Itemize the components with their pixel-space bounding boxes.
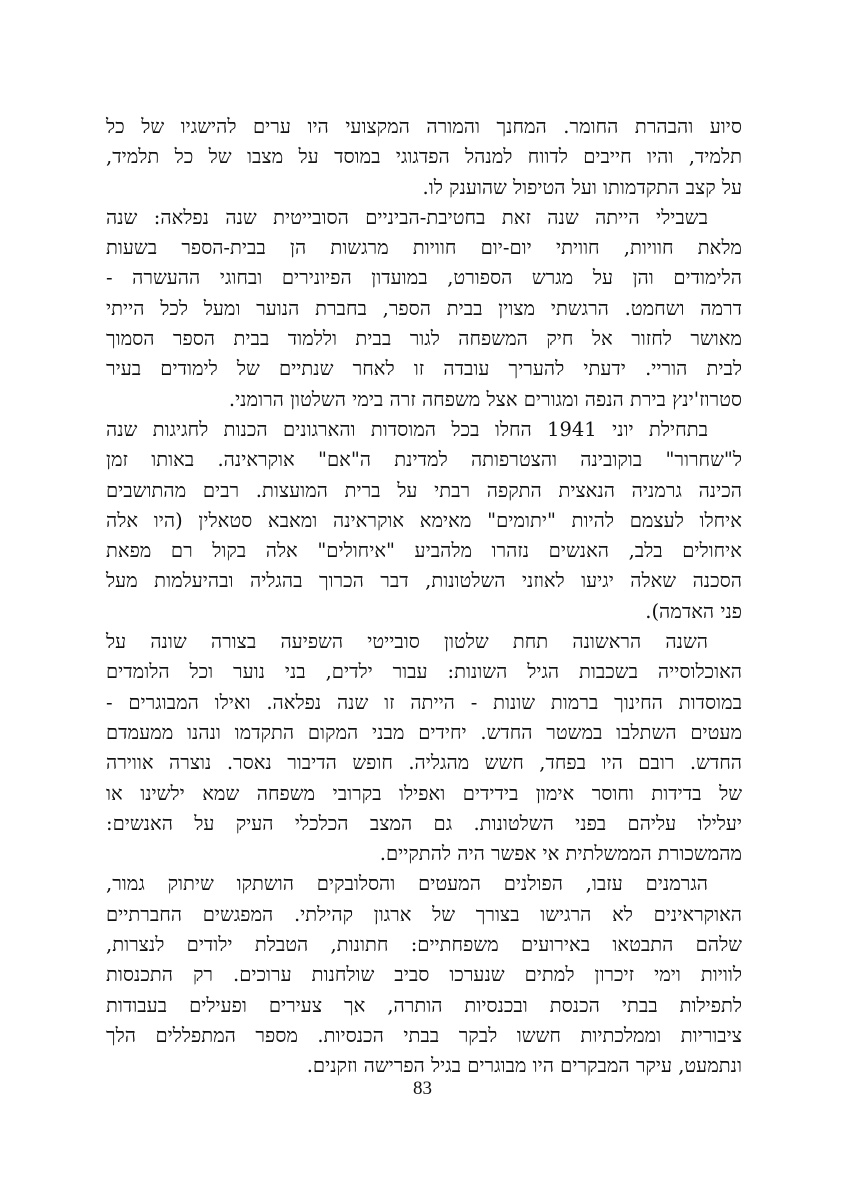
text-line: ציבוריות וממלכתיות חששו לבקר בבתי הכנסיות. מספר המתפללים הלך [106,1023,742,1047]
text-line: לוויות וימי זיכרון למתים שנערכו סביב שולחנות ערוכים. רק התכנסות [106,963,742,987]
text-line: של בדידות וחוסר אימון בידידים ואפילו בקרובי משפחה שמא ילשינו או [106,781,742,805]
text-line: לבית הוריי. ידעתי להעריך עובדה זו לאחר שנתיים של לימודים בעיר [106,357,742,381]
text-line: הלימודים והן על מגרש הספורט, במועדון הפיונירים ובחוגי ההעשרה - [106,266,742,290]
text-line: דרמה ושחמט. הרגשתי מצוין בבית הספר, בחברת הנוער ומעל לכל הייתי [106,296,742,320]
page-body [106,112,742,1082]
page-number: 83 [413,1078,432,1099]
text-line: סיוע והבהרת החומר. המחנך והמורה המקצועי היו ערים להישגיו של כל [106,115,742,138]
paragraph [106,627,742,869]
text-line: סטרוז'ינץ בירת הנפה ומגורים אצל משפחה זרה בימי השלטון הרומני. [228,387,742,411]
text-line: האוכלוסייה בשכבות הגיל השונות: עבור ילדים, בני נוער וכל הלומדים [106,660,742,684]
text-line: הסכנה שאלה יגיעו לאוזני השלטונות, דבר הכרוך בהגליה ובהיעלמות מעל [106,569,742,593]
text-line: השנה הראשונה תחת שלטון סובייטי השפיעה בצורה שונה על [106,630,708,654]
text-line: הגרמנים עזבו, הפולנים המעטים והסלובקים הושתקו שיתוק גמור, [106,872,708,896]
text-line: האוקראינים לא הרגישו בצורך של ארגון קהילתי. המפגשים החברתיים [106,902,742,926]
text-line: תלמיד, והיו חייבים לדווח למנהל הפדגוגי במוסד על מצבו של כל תלמיד, [106,145,742,169]
text-line: מהמשכורת הממשלתית אי אפשר היה להתקיים. [379,842,742,866]
paragraph [106,112,742,203]
text-line: פני האדמה). [645,599,742,623]
text-line: במוסדות החינוך ברמות שונות - הייתה זו שנה נפלאה. ואילו המבוגרים - [106,690,742,714]
text-line: יעלילו עליהם בפני השלטונות. גם המצב הכלכלי העיק על האנשים: [106,811,742,835]
text-line: מלאת חוויות, חוויתי יום-יום חוויות מרגשות הן בבית-הספר בשעות [106,236,742,260]
text-line: החדש. רובם היו בפחד, חשש מהגליה. חופש הדיבור נאסר. נוצרה אווירה [106,751,742,775]
text-line: ל"שחרור" בוקובינה והצטרפותה למדינת ה"אם" אוקראינה. באותו זמן [106,448,742,472]
text-line: על קצב התקדמותו ועל הטיפול שהוענק לו. [422,175,742,199]
text-line: איחלו לעצמם להיות "יתומים" מאימא אוקראינה ומאבא סטאלין (היו אלה [106,508,742,532]
paragraph [106,203,742,415]
text-line: הכינה גרמניה הנאצית התקפה רבתי על ברית המועצות. רבים מהתושבים [106,478,742,502]
text-line: מאושר לחזור אל חיק המשפחה לגור בבית וללמוד בבית הספר הסמוך [106,327,742,351]
text-line: בשבילי הייתה שנה זאת בחטיבת-הביניים הסובייטית שנה נפלאה: שנה [106,205,708,229]
text-line: בתחילת יוני 1941 החלו בכל המוסדות והארגונים הכנות לחגיגות שנה [106,417,708,441]
paragraph [106,415,742,627]
text-line: איחולים בלב, האנשים נזהרו מלהביע "איחולים" אלה בקול רם מפאת [106,539,742,563]
paragraph [106,869,742,1081]
text-line: מעטים השתלבו במשטר החדש. יחידים מבני המקום התקדמו ונהנו ממעמדם [106,720,742,744]
text-line: שלהם התבטאו באירועים משפחתיים: חתונות, הטבלת ילודים לנצרות, [106,933,742,957]
text-line: ונתמעט, עיקר המבקרים היו מבוגרים בגיל הפרישה וזקנים. [306,1054,742,1078]
text-line: לתפילות בבתי הכנסת ובכנסיות הותרה, אך צעירים ופעילים בעבודות [106,993,742,1017]
